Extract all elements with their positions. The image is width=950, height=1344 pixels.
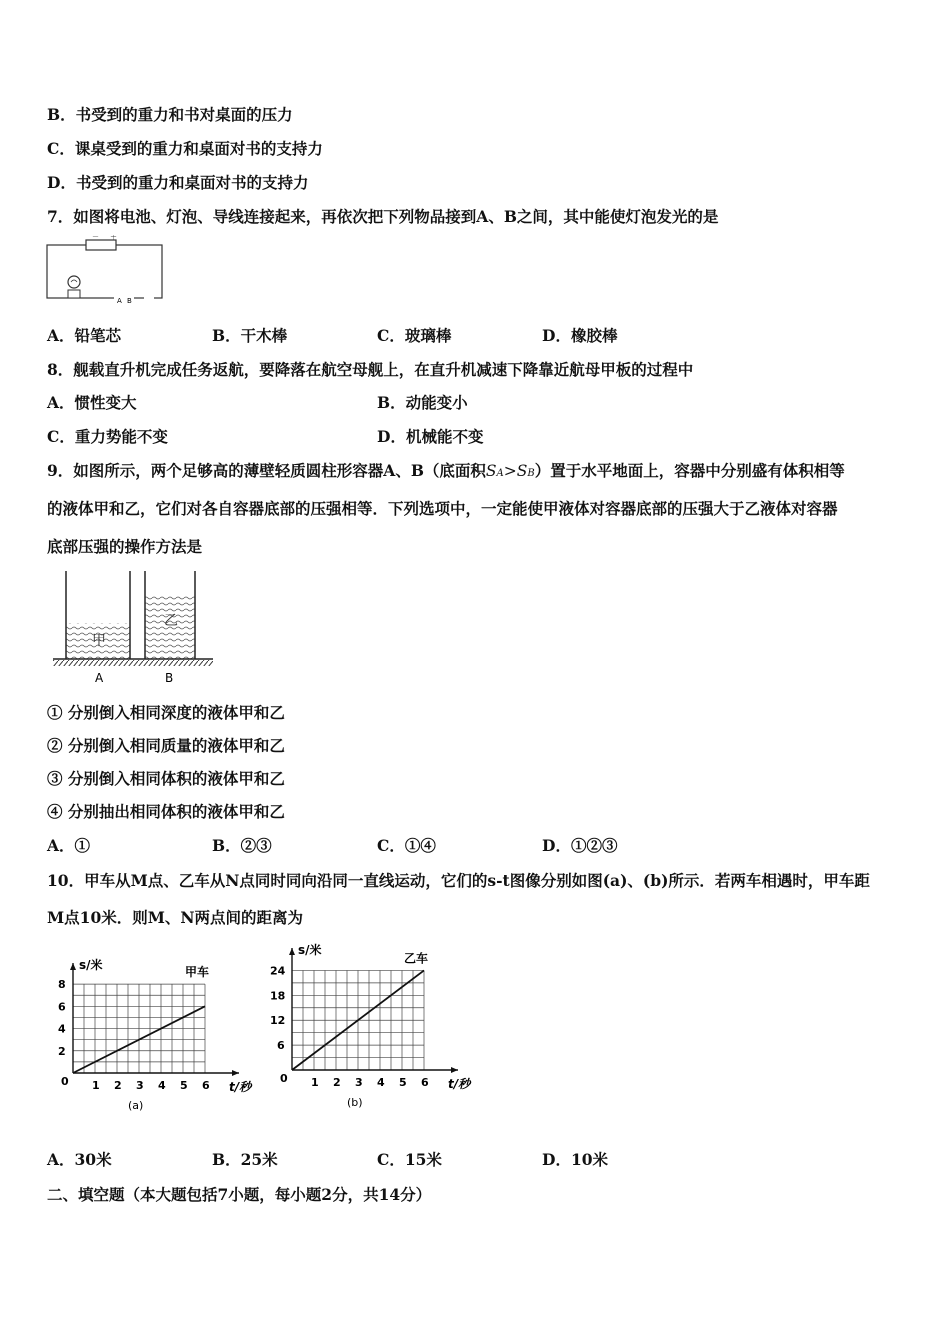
chart-a-x-tick-label: 5 [180, 1079, 188, 1092]
chart-a-x-arrow [232, 1070, 239, 1076]
terminal-b-label: B [127, 297, 132, 305]
chart-a-caption: (a) [128, 1099, 144, 1112]
chart-a-y-tick-label: 4 [58, 1022, 66, 1036]
chart-b-caption: (b) [347, 1096, 363, 1109]
q8-option-b: B．动能变小 [377, 393, 468, 412]
chart-b-x-label: t/秒 [448, 1077, 471, 1091]
q9-item-2: ② 分别倒入相同质量的液体甲和乙 [47, 736, 285, 755]
chart-a-y-tick-label: 8 [58, 978, 66, 992]
q6-option-d: D．书受到的重力和桌面对书的支持力 [47, 173, 309, 192]
chart-a-x-tick-label: 3 [136, 1079, 144, 1092]
q9-option-d: D．①②③ [542, 836, 618, 855]
q6-option-c: C．课桌受到的重力和桌面对书的支持力 [47, 139, 323, 158]
chart-a-x-tick-label: 2 [114, 1079, 122, 1092]
q10-option-d: D．10米 [542, 1150, 609, 1169]
q9-stem-line3: 底部压强的操作方法是 [47, 537, 203, 556]
q9-item-1: ① 分别倒入相同深度的液体甲和乙 [47, 703, 285, 722]
svg-text:＋: ＋ [110, 235, 117, 241]
liquid-yi-label: 乙 [164, 613, 178, 629]
chart-a-x-tick-label: 4 [158, 1079, 166, 1092]
chart-b-y-arrow [289, 948, 295, 955]
liquid-jia-label: 甲 [92, 633, 106, 649]
chart-b-y-tick-label: 6 [277, 1039, 285, 1053]
q7-option-a: A．铅笔芯 [47, 326, 122, 345]
chart-a-x-tick-label: 1 [92, 1079, 100, 1092]
chart-b-x-tick-label: 1 [311, 1076, 319, 1089]
q9-stem-line1: 9．如图所示，两个足够高的薄壁轻质圆柱形容器A、B（底面积SA>SB）置于水平地面上，容器中分别盛有体积相等 [47, 461, 845, 480]
chart-b-y-label: s/米 [298, 943, 322, 957]
chart-a-title: 甲车 [185, 965, 210, 980]
containers-figure [48, 565, 218, 687]
section2-title: 二、填空题（本大题包括7小题，每小题2分，共14分） [47, 1185, 432, 1204]
chart-a-x-label: t/秒 [229, 1080, 252, 1094]
chart-b [262, 938, 477, 1125]
chart-a-origin-label: 0 [61, 1075, 69, 1088]
svg-text:－: － [92, 235, 99, 241]
q10-option-b: B．25米 [212, 1150, 278, 1169]
chart-b-origin-label: 0 [280, 1072, 288, 1085]
chart-b-y-tick-label: 12 [270, 1014, 286, 1028]
circuit-wire [47, 245, 162, 298]
container-b-label: B [165, 671, 174, 685]
q7-option-d: D．橡胶棒 [542, 326, 618, 345]
chart-b-y-tick-label: 18 [270, 989, 286, 1003]
chart-b-y-tick-label: 24 [270, 964, 286, 978]
bulb-icon [68, 276, 80, 288]
q9-option-a: A．① [47, 836, 91, 855]
q6-option-b: B．书受到的重力和书对桌面的压力 [47, 105, 293, 124]
q9-item-3: ③ 分别倒入相同体积的液体甲和乙 [47, 769, 285, 788]
bulb-holder [68, 290, 80, 298]
chart-b-x-tick-label: 4 [377, 1076, 385, 1089]
q8-stem: 8．舰载直升机完成任务返航，要降落在航空母舰上，在直升机减速下降靠近航母甲板的过程中 [47, 360, 694, 379]
q9-item-4: ④ 分别抽出相同体积的液体甲和乙 [47, 802, 285, 821]
chart-a-y-arrow [70, 963, 76, 970]
q9-option-b: B．②③ [212, 836, 272, 855]
q10-option-c: C．15米 [377, 1150, 442, 1169]
chart-b-x-tick-label: 5 [399, 1076, 407, 1089]
chart-b-title: 乙车 [404, 951, 429, 966]
chart-a-x-tick-label: 6 [202, 1079, 210, 1092]
q7-option-b: B．干木棒 [212, 326, 288, 345]
q9-option-c: C．①④ [377, 836, 436, 855]
q7-stem: 7．如图将电池、灯泡、导线连接起来，再依次把下列物品接到A、B之间，其中能使灯泡发光的是 [47, 207, 719, 226]
chart-b-x-tick-label: 3 [355, 1076, 363, 1089]
ground-hatch [53, 660, 213, 666]
terminal-a-label: A [117, 297, 122, 305]
battery-icon [86, 240, 116, 250]
chart-a-y-tick-label: 2 [58, 1044, 66, 1058]
chart-a-y-label: s/米 [79, 958, 103, 972]
q10-option-a: A．30米 [47, 1150, 112, 1169]
q8-option-c: C．重力势能不变 [47, 427, 168, 446]
chart-a-y-tick-label: 6 [58, 1000, 66, 1014]
chart-b-x-arrow [451, 1067, 458, 1073]
q10-stem-line2: M点10米．则M、N两点间的距离为 [47, 908, 304, 927]
circuit-figure [44, 235, 166, 305]
q7-option-c: C．玻璃棒 [377, 326, 452, 345]
q8-option-d: D．机械能不变 [377, 427, 484, 446]
chart-b-x-tick-label: 2 [333, 1076, 341, 1089]
q8-option-a: A．惯性变大 [47, 393, 137, 412]
container-a-label: A [95, 671, 104, 685]
chart-b-x-tick-label: 6 [421, 1076, 429, 1089]
chart-a [45, 945, 260, 1125]
q10-stem-line1: 10．甲车从M点、乙车从N点同时同向沿同一直线运动，它们的s-t图像分别如图(a)、(b)所示．若两车相遇时，甲车距 [47, 871, 870, 890]
q9-stem-line2: 的液体甲和乙，它们对各自容器底部的压强相等．下列选项中，一定能使甲液体对容器底部的压强大于乙液体对容器 [47, 499, 838, 518]
